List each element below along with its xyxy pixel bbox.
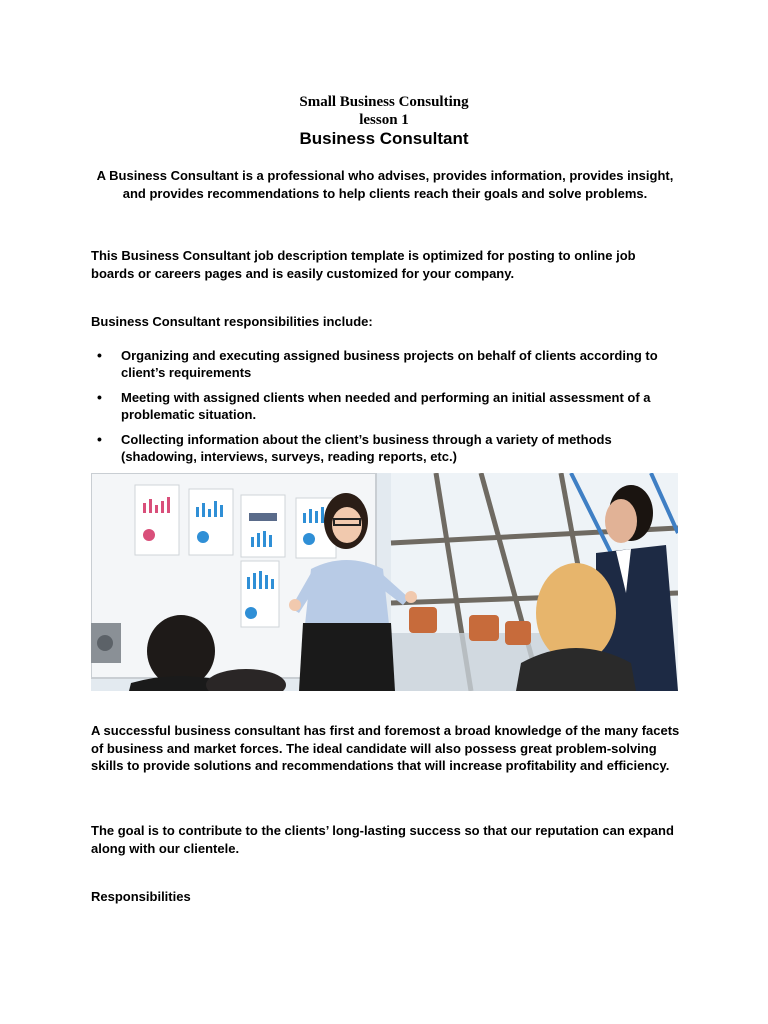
list-item: • Collecting information about the client’s business through a variety of methods (shadowing, interviews, surveys, reading reports, etc.) xyxy=(91,431,681,465)
lesson-label: lesson 1 xyxy=(359,112,409,128)
list-item: • Meeting with assigned clients when needed and performing an initial assessment of a problematic situation. xyxy=(91,389,681,423)
responsibilities-include-heading: Business Consultant responsibilities include: xyxy=(91,314,373,329)
meeting-photo xyxy=(91,473,678,691)
responsibilities-section-heading: Responsibilities xyxy=(91,889,191,904)
responsibilities-list xyxy=(91,347,681,473)
page-title: Business Consultant xyxy=(299,129,469,148)
goal-paragraph: The goal is to contribute to the clients’ long-lasting success so that our reputation can expand along with our clientele. xyxy=(91,823,674,856)
intro-paragraph: A Business Consultant is a professional who advises, provides information, provides insight, and provides recommendations to help clients reach their goals and solve problems. xyxy=(96,168,674,201)
template-note-paragraph: This Business Consultant job description template is optimized for posting to online job boards or careers pages and is easily customized for your company. xyxy=(91,248,636,281)
course-title: Small Business Consulting xyxy=(299,94,469,110)
list-item: • Organizing and executing assigned business projects on behalf of clients according to client’s requirements xyxy=(91,347,681,381)
candidate-paragraph: A successful business consultant has first and foremost a broad knowledge of the many facets of business and market forces. The ideal candidate will also possess great problem-solving skills to provide solutions and recommendations that will increase profitability and efficiency. xyxy=(91,723,680,773)
